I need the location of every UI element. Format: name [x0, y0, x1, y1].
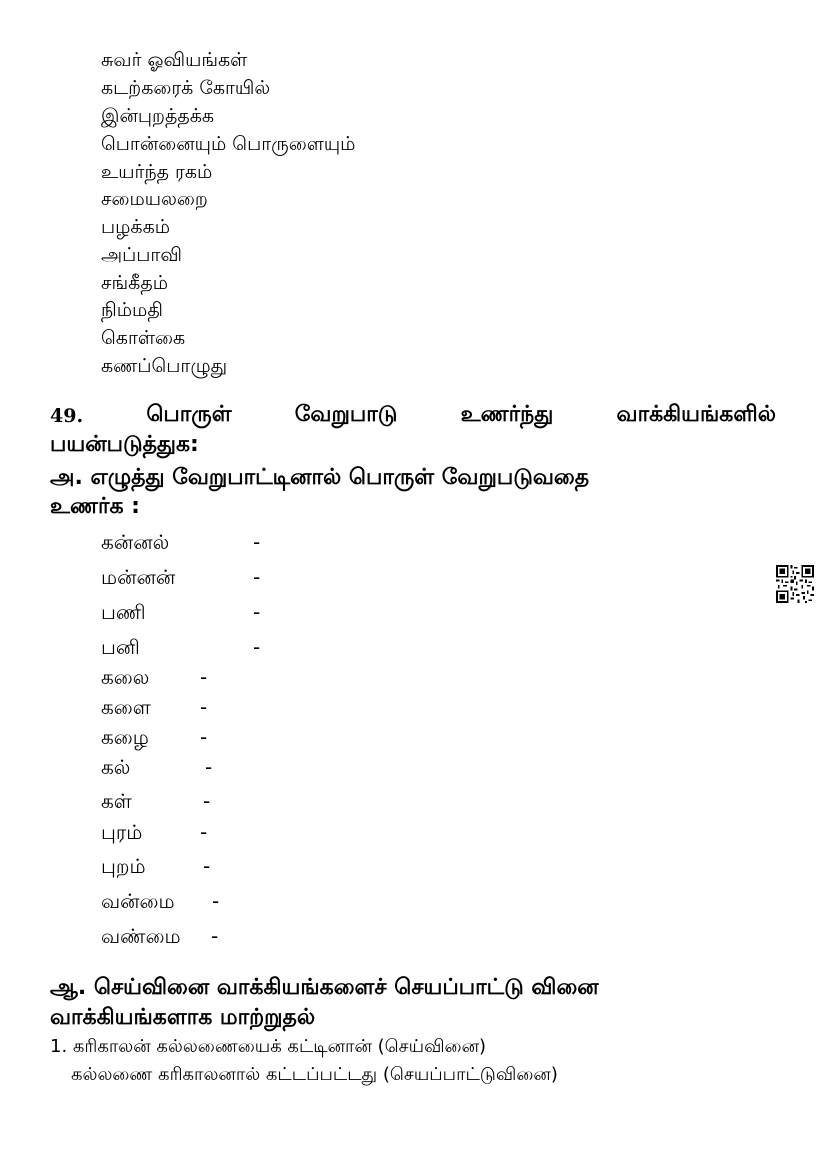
title-word: வேறுபாடு [294, 402, 398, 427]
pair-dash: - [211, 924, 219, 948]
word-list-item: சங்கீதம் [101, 272, 168, 294]
section-aa-heading-line2: வாக்கியங்களாக மாற்றுதல் [50, 1005, 316, 1030]
pair-dash: - [203, 854, 211, 878]
question-49-title [50, 402, 776, 430]
word-list-item: இன்புறத்தக்க [101, 105, 215, 127]
word-list-item: உயர்ந்த ரகம் [101, 161, 213, 183]
title-word: பொருள் [146, 402, 232, 427]
pair-dash: - [200, 820, 208, 844]
word-list-item: அப்பாவி [101, 244, 182, 266]
word-list-item: பொன்னையும் பொருளையும் [101, 133, 356, 155]
question-number: 49. [50, 405, 84, 427]
word-list-item: கடற்கரைக் கோயில் [101, 77, 271, 99]
pair-dash: - [200, 695, 208, 719]
word-list-item: கணப்பொழுது [101, 355, 228, 377]
pair-word: களை [101, 695, 151, 719]
pair-dash: - [203, 789, 211, 813]
word-list-item: பழக்கம் [101, 216, 171, 238]
pair-dash: - [205, 755, 213, 779]
pair-word: கழை [101, 725, 149, 749]
pair-word: புரம் [101, 820, 143, 844]
pair-word: வன்மை [101, 889, 175, 913]
pair-word: கன்னல் [101, 530, 170, 554]
section-aa-heading: ஆ. செய்வினை வாக்கியங்களைச் செயப்பாட்டு வினை [50, 975, 599, 1000]
example-passive: கல்லணை கரிகாலனால் கட்டப்பட்டது (செயப்பாட்டுவினை) [71, 1064, 558, 1085]
section-a-heading: அ. எழுத்து வேறுபாட்டினால் பொருள் வேறுபடுவதை [50, 465, 590, 490]
pair-word: கல் [101, 755, 131, 779]
pair-dash: - [200, 665, 208, 689]
pair-word: பனி [101, 635, 140, 659]
qr-code-icon [776, 565, 814, 603]
title-word: உணர்ந்து [460, 402, 554, 427]
pair-dash: - [253, 600, 261, 624]
word-list-item: சமையலறை [101, 188, 208, 210]
pair-word: புறம் [101, 854, 146, 878]
word-list-item: சுவர் ஓவியங்கள் [101, 49, 248, 71]
question-49-title-line2: பயன்படுத்துக: [50, 432, 199, 457]
pair-dash: - [253, 565, 261, 589]
pair-word: கள் [101, 789, 132, 813]
pair-word: மன்னன் [101, 565, 176, 589]
section-a-heading-line2: உணர்க : [50, 494, 140, 519]
word-list-item: நிம்மதி [101, 299, 163, 321]
pair-word: வண்மை [101, 924, 181, 948]
pair-dash: - [253, 635, 261, 659]
example-active: 1. கரிகாலன் கல்லணையைக் கட்டினான் (செய்வினை) [50, 1036, 487, 1057]
pair-dash: - [212, 889, 220, 913]
title-word: வாக்கியங்களில் [616, 402, 776, 427]
pair-dash: - [200, 725, 208, 749]
pair-dash: - [253, 530, 261, 554]
pair-word: பணி [101, 600, 146, 624]
word-list-item: கொள்கை [101, 327, 186, 349]
pair-word: கலை [101, 665, 150, 689]
